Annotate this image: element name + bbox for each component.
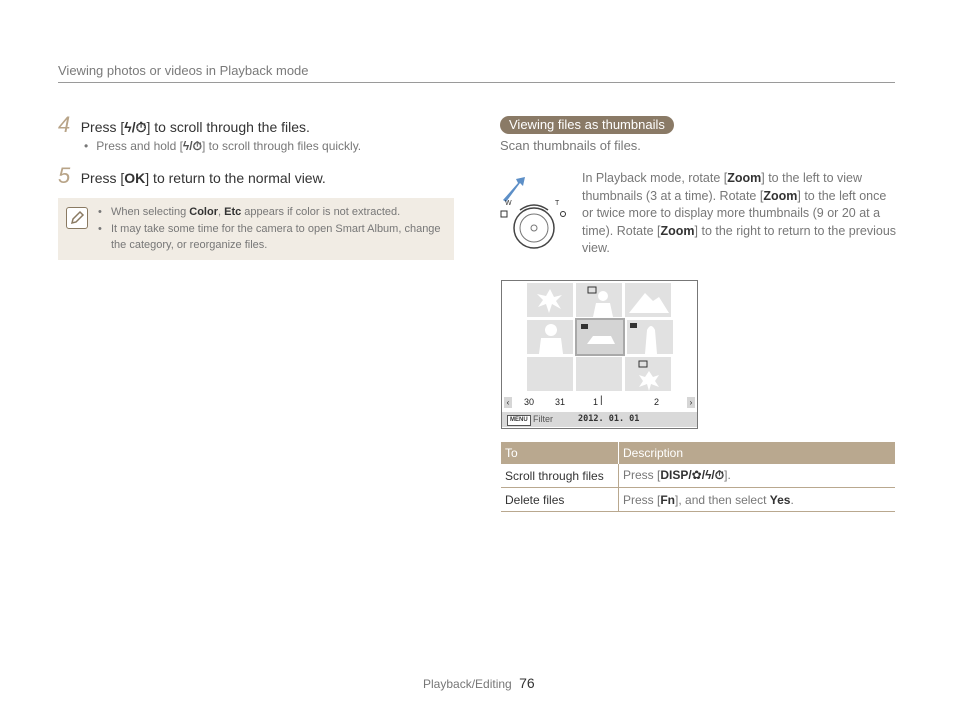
table-cell: Press [DISP/✿/ϟ/⏱]. [619, 464, 896, 488]
thumbnail-screen [501, 280, 698, 429]
thumbnail [625, 283, 671, 317]
thumbnail [625, 357, 671, 391]
table-header-cell: Description [619, 442, 896, 464]
menu-button-icon[interactable]: MENU [507, 415, 531, 426]
step-4-bullet: • Press and hold [ϟ/⏱] to scroll through files quickly. [84, 139, 362, 153]
date-label: 2 [654, 397, 660, 407]
menu-bar [502, 412, 697, 427]
ok-button-icon: OK [124, 170, 146, 186]
step-5-number: 5 [58, 163, 71, 188]
note-item-1: • When selecting Color, Etc appears if color is not extracted. [98, 204, 444, 220]
footer-section: Playback/Editing [423, 677, 512, 691]
step-4-number: 4 [58, 112, 71, 137]
section-title: Viewing files as thumbnails [500, 116, 674, 134]
filter-label: Filter [533, 414, 553, 424]
table-row [501, 488, 895, 512]
table-cell: Press [Fn], and then select Yes. [619, 488, 896, 512]
thumbnail [576, 357, 622, 391]
header-divider [58, 82, 895, 83]
zoom-dial-illustration [498, 170, 570, 250]
thumbnail [527, 357, 573, 391]
table-cell: Delete files [501, 488, 619, 512]
step-5-text: Press [OK] to return to the normal view. [80, 170, 326, 186]
thumbnail-selected [577, 320, 623, 354]
table-header [501, 442, 895, 464]
prev-arrow-icon[interactable]: ‹ [504, 397, 512, 408]
fn-button-icon: Fn [660, 492, 676, 507]
step-5 [58, 163, 326, 189]
page-number: 76 [519, 675, 535, 691]
thumbnail [527, 320, 573, 354]
thumbnail [576, 283, 622, 317]
table-cell: Scroll through files [501, 464, 619, 488]
current-date: 2012. 01. 01 [578, 414, 640, 424]
note-list [98, 204, 444, 254]
page-footer [423, 675, 535, 691]
disp-macro-flash-timer-icon: DISP/✿/ϟ/⏱ [660, 468, 725, 482]
flash-timer-icon: ϟ/⏱ [124, 119, 147, 135]
table-row [501, 464, 895, 488]
next-arrow-icon[interactable]: › [687, 397, 695, 408]
thumbnail [527, 283, 573, 317]
date-nav-row [502, 396, 697, 410]
date-cursor: | [600, 395, 603, 406]
dial-t-label: T [555, 200, 560, 207]
controls-table [501, 442, 895, 512]
note-pencil-icon [66, 207, 88, 229]
zoom-instructions: In Playback mode, rotate [Zoom] to the left to view thumbnails (3 at a time). Rotate [Zoom] to the left once or twice more to display more thumbnails (9 or 20 at a time). Rotate [Zoom] to the right to return to the previous view. [582, 171, 897, 255]
dial-w-label: W [505, 200, 512, 207]
date-label: 30 [524, 397, 535, 407]
magnify-icon [561, 212, 566, 217]
section-intro: Scan thumbnails of files. [500, 138, 641, 153]
note-item-2: • It may take some time for the camera to open Smart Album, change the category, or reorganize files. [98, 221, 444, 253]
rotate-arrow-icon [503, 177, 525, 202]
flash-timer-icon: ϟ/⏱ [182, 139, 202, 153]
step-4-text: Press [ϟ/⏱] to scroll through the files. [80, 119, 310, 135]
step-4 [58, 112, 310, 138]
table-header-cell: To [501, 442, 619, 464]
thumbnail-grid-icon [501, 211, 507, 217]
thumbnail [627, 320, 673, 354]
date-label: 31 [555, 397, 566, 407]
page-header: Viewing photos or videos in Playback mode [58, 63, 309, 78]
date-label: 1 [593, 397, 599, 407]
